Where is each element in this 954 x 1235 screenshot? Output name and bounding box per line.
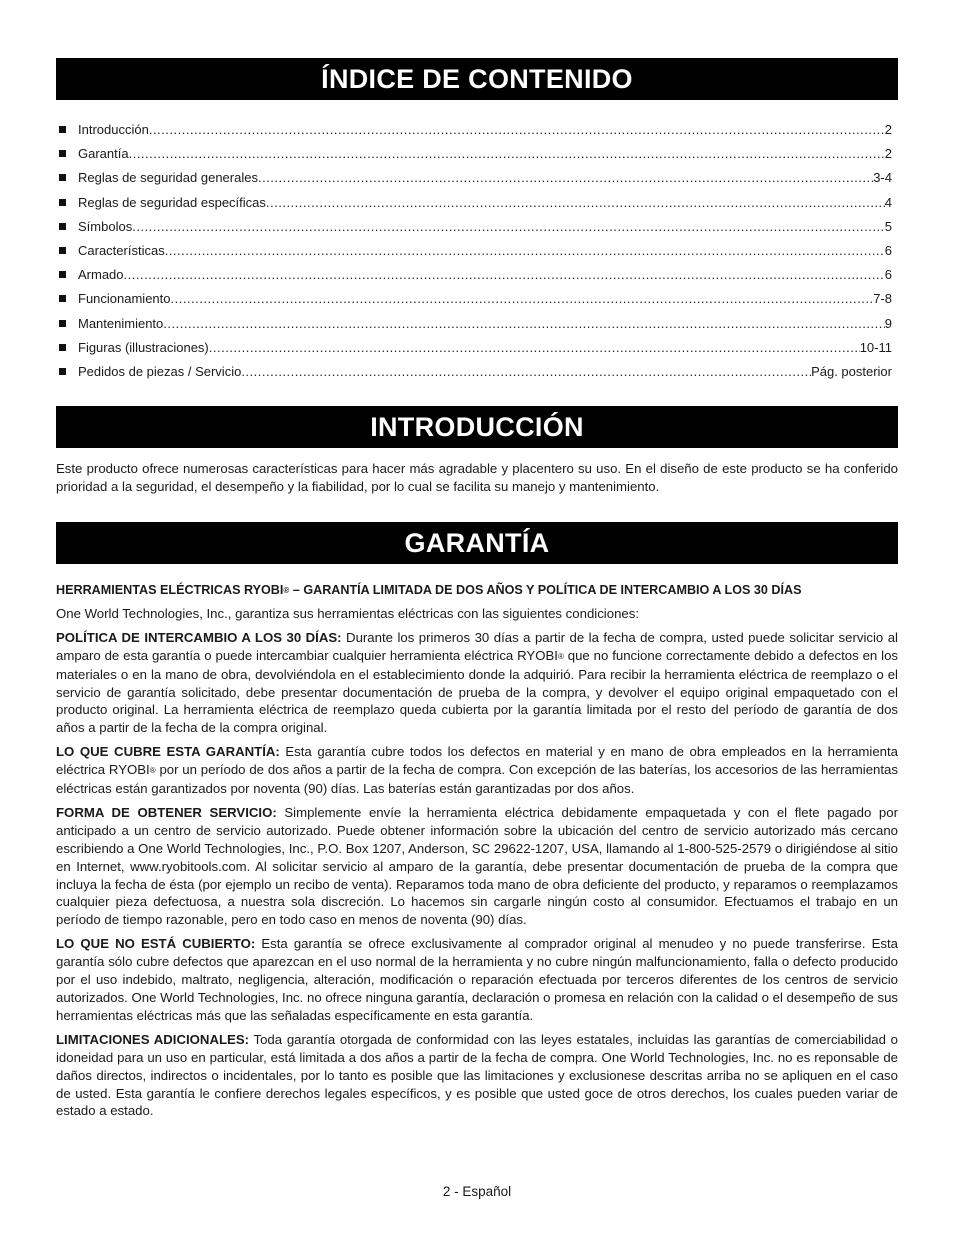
limitations-label: LIMITACIONES ADICIONALES: [56,1031,250,1047]
toc-leader [149,118,885,142]
toc-item-page: 3-4 [873,170,892,186]
square-bullet-icon [59,150,66,157]
toc-item-page: 5 [884,218,892,234]
toc-item[interactable] [56,166,898,190]
not-covered-paragraph [56,935,898,1025]
toc-leader [209,336,860,360]
toc-item-title: Pedidos de piezas / Servicio [78,363,242,379]
intro-banner: INTRODUCCIÓN [56,406,898,448]
square-bullet-icon [59,199,66,206]
square-bullet-icon [59,344,66,351]
toc-list [56,118,898,384]
square-bullet-icon [59,368,66,375]
toc-item-title: Características [78,242,165,258]
toc-item-page: 7-8 [873,291,892,307]
toc-item[interactable] [56,142,898,166]
coverage-text-a: Esta garantía cubre todos los defectos en material y en mano de obra empleados en la herramienta eléctrica RYOBI [56,744,898,778]
square-bullet-icon [59,174,66,181]
toc-leader [163,312,884,336]
service-paragraph [56,804,898,929]
toc-item-title: Figuras (illustraciones) [78,339,209,355]
toc-leader [132,215,885,239]
registered-mark: ® [149,766,156,776]
warranty-heading-rest: – GARANTÍA LIMITADA DE DOS AÑOS Y POLÍTICA DE INTERCAMBIO A LOS 30 DÍAS [289,582,802,597]
toc-leader [171,287,874,311]
square-bullet-icon [59,295,66,302]
toc-item-page: 10-11 [859,339,892,355]
toc-item[interactable] [56,239,898,263]
warranty-lead: One World Technologies, Inc., garantiza sus herramientas eléctricas con las siguientes condiciones: [56,605,639,621]
square-bullet-icon [59,247,66,254]
service-label: FORMA DE OBTENER SERVICIO: [56,804,277,820]
toc-item-page: 2 [884,122,892,137]
square-bullet-icon [59,223,66,230]
limitations-text: Toda garantía otorgada de conformidad con las leyes estatales, incluidas las garantías de comerciabilidad o idoneidad para un uso en particular, está limitada a dos años a partir de la fecha de compra. One World Technologies, Inc. no es reponsable de daños directos, indirectos o incidentales, por lo tanto es posible que las limitaciones y exclusionese descritas arriba no se apliquen en el caso de usted. Esta garantía le confiere derechos legales específicos, y es posible que usted goce de otros derechos, los cuales pueden variar de estado a estado. [56,1031,899,1119]
toc-item-page: 2 [884,146,892,162]
toc-item-page: 6 [884,242,892,258]
toc-item[interactable] [56,118,898,142]
manual-page [56,58,898,1120]
toc-item[interactable] [56,312,898,336]
toc-item-title: Garantía [78,146,129,162]
service-text: Simplemente envíe la herramienta eléctrica debidamente empaquetada y con el flete pagado por anticipado a un centro de servicio autorizado. Puede obtener información sobre la ubicación del centro de servicio autorizado más cercano escribiendo a One World Technologies, Inc., P.O. Box 1207, Anderson, SC 29622-1207, USA, llamando al 1-800-525-2579 o dirigiéndose al sitio en Internet, www.ryobitools.com. Al solicitar servicio al amparo de la garantía, debe presentar documentación de prueba de la compra que incluya la fecha de ésta (por ejemplo un recibo de venta). Reparamos toda mano de obra deficiente del producto, y reparamos o reemplazamos cualquier pieza defectuosa, a nuestra sola discreción. Lo hacemos sin cargarle ningún costo al consumidor. Efectuamos el trabajo en un período de tiempo razonable, pero en todo caso en menos de noventa (90) días. [56,804,898,928]
toc-item[interactable] [56,263,898,287]
coverage-text-b: por un período de dos años a partir de la fecha de compra. Con excepción de las baterías, los accesorios de las herramientas eléctricas están garantizados por noventa (90) días. Las baterías están garantizadas por dos años. [56,762,898,797]
toc-item-title: Mantenimiento [78,315,164,331]
warranty-heading [56,582,898,599]
page-number: 2 - Español [442,1184,512,1199]
exchange-policy-text-b: que no funcione correctamente debido a defectos en los materiales o en la mano de obra, devolviéndola en el establecimiento donde la adquirió. Para recibir la herramienta eléctrica de reemplazo o el servicio de garantía solicitado, debe presentar documentación de prueba de la compra, y devolver el equipo original empaquetado con el producto original. La herramienta eléctrica de reemplazo queda cubierta por la garantía limitada por el resto del período de garantía de dos años a partir de la fecha de la compra original. [56,647,898,736]
intro-text: Este producto ofrece numerosas características para hacer más agradable y placentero su uso. En el diseño de este producto se ha conferido prioridad a la seguridad, el desempeño y la fiabilidad, por lo cual se facilita su manejo y mantenimiento. [56,461,898,494]
warranty-heading-brand: HERRAMIENTAS ELÉCTRICAS RYOBI [56,582,284,597]
toc-item[interactable] [56,287,898,311]
toc-leader [124,263,885,287]
square-bullet-icon [59,126,66,133]
square-bullet-icon [59,271,66,278]
toc-leader [165,239,885,263]
toc-item-page: 4 [884,194,892,210]
toc-item-title: Introducción [78,122,149,137]
toc-item[interactable] [56,360,898,384]
toc-item-title: Funcionamiento [78,291,171,307]
limitations-paragraph [56,1031,898,1121]
toc-item-title: Armado [78,267,124,283]
toc-item[interactable] [56,215,898,239]
toc-item-title: Símbolos [78,218,133,234]
toc-item[interactable] [56,336,898,360]
toc-item-title: Reglas de seguridad generales [78,170,258,186]
coverage-label: LO QUE CUBRE ESTA GARANTÍA: [56,744,280,760]
exchange-policy-label: POLÍTICA DE INTERCAMBIO A LOS 30 DÍAS: [56,629,342,645]
toc-leader [258,166,873,190]
not-covered-text: Esta garantía se ofrece exclusivamente al comprador original al menudeo y no puede transferirse. Esta garantía sólo cubre defectos que aparezcan en el uso normal de la herramienta y no cubre ningún malfuncionamiento, falla o defecto producido por el uso indebido, maltrato, negligencia, alteración, modificación o reparación efectuada por terceros diferentes de los centros de servicio autorizados. One World Technologies, Inc. no ofrece ninguna garantía, declaración o promesa en relación con la calidad o el desempeño de sus herramientas eléctricas más que las señaladas específicamente en esta garantía. [56,936,898,1023]
toc-leader [266,191,885,215]
square-bullet-icon [59,320,66,327]
registered-mark: ® [557,651,564,661]
toc-item-page: Pág. posterior [811,363,892,379]
toc-item-page: 9 [884,315,892,331]
toc-item[interactable] [56,191,898,215]
toc-banner: ÍNDICE DE CONTENIDO [56,58,898,100]
coverage-paragraph [56,743,898,798]
exchange-policy-text-a: Durante los primeros 30 días a partir de la fecha de compra, usted puede solicitar servicio al amparo de esta garantía o puede intercambiar cualquier herramienta eléctrica RYOBI [56,629,898,663]
not-covered-label: LO QUE NO ESTÁ CUBIERTO: [56,936,256,952]
warranty-banner: GARANTÍA [56,522,898,564]
toc-leader [241,360,811,384]
toc-item-title: Reglas de seguridad específicas [78,194,266,210]
toc-item-page: 6 [884,267,892,283]
toc-leader [129,142,885,166]
registered-mark: ® [283,585,290,595]
exchange-policy-paragraph [56,629,898,737]
